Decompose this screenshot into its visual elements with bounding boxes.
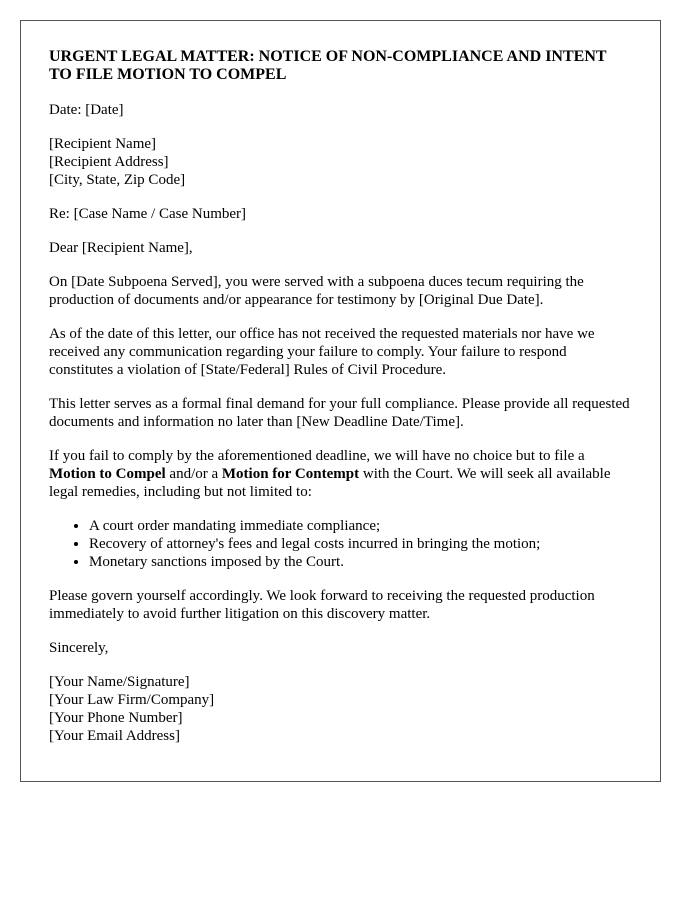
recipient-address: [Recipient Address]	[49, 154, 169, 170]
recipient-name: [Recipient Name]	[49, 136, 157, 152]
sender-email: [Your Email Address]	[49, 728, 180, 744]
letter-title: URGENT LEGAL MATTER: NOTICE OF NON-COMPLIANCE AND INTENT TO FILE MOTION TO COMPEL	[49, 48, 607, 83]
sender-firm: [Your Law Firm/Company]	[49, 692, 215, 708]
date-line: Date: [Date]	[49, 102, 124, 118]
closing-paragraph: Please govern yourself accordingly. We look forward to receiving the requested production immediately to avoid further litigation on this discovery matter.	[49, 588, 595, 622]
list-item: • Recovery of attorney's fees and legal costs incurred in bringing the motion;	[89, 535, 632, 553]
remedies-list	[49, 517, 632, 571]
motion-to-compel: Motion to Compel	[49, 466, 166, 482]
recipient-block	[49, 135, 632, 189]
salutation: Dear [Recipient Name],	[49, 240, 193, 256]
paragraph-motion	[49, 447, 632, 501]
sender-phone: [Your Phone Number]	[49, 710, 183, 726]
paragraph-final-demand: This letter serves as a formal final demand for your full compliance. Please provide all requested documents and information no later than [New Deadline Date/Time].	[49, 396, 630, 430]
list-item: • A court order mandating immediate compliance;	[89, 517, 632, 535]
signature-block	[49, 673, 632, 745]
paragraph-served: On [Date Subpoena Served], you were served with a subpoena duces tecum requiring the production of documents and/or appearance for testimony by [Original Due Date].	[49, 274, 584, 308]
paragraph-noncompliance: As of the date of this letter, our office has not received the requested materials nor have we received any communication regarding your failure to comply. Your failure to respond constitutes a violation of [State/Federal] Rules of Civil Procedure.	[49, 326, 595, 378]
recipient-city: [City, State, Zip Code]	[49, 172, 186, 188]
list-item: • Monetary sanctions imposed by the Court.	[89, 553, 632, 571]
motion-for-contempt: Motion for Contempt	[221, 466, 360, 482]
motion-text-2: and/or a	[165, 466, 222, 482]
letter	[20, 20, 661, 782]
motion-text-3: with the Court. We will seek all available legal remedies, including but not limited to:	[49, 466, 611, 500]
sender-name: [Your Name/Signature]	[49, 674, 190, 690]
motion-text-1: If you fail to comply by the aforementioned deadline, we will have no choice but to file a	[49, 448, 585, 464]
signoff: Sincerely,	[49, 640, 109, 656]
re-line: Re: [Case Name / Case Number]	[49, 206, 247, 222]
